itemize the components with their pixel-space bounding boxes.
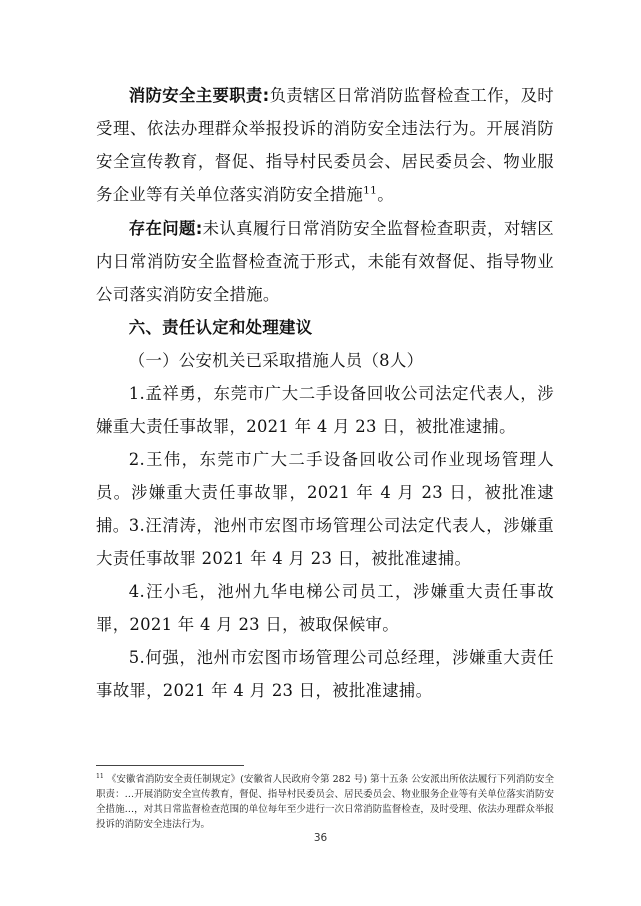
- duties-paragraph: [96, 79, 554, 211]
- duties-end: 。: [377, 185, 394, 204]
- duties-text: 负责辖区日常消防监督检查工作，及时受理、依法办理群众举报投诉的消防安全违法行为。开展消防安全宣传教育，督促、指导村民委员会、居民委员会、物业服务企业等有关单位落实消防安全措施: [96, 86, 554, 204]
- footnote-ref[interactable]: 11: [363, 183, 378, 197]
- subsection-heading: （一）公安机关已采取措施人员（8人）: [128, 351, 424, 370]
- footnote-text: 《安徽省消防安全责任制规定》(安徽省人民政府令第 282 号) 第十五条 公安派出所依法履行下列消防安全职责：…开展消防安全宣传教育，督促、指导村民委员会、居民委员会、物业服务企业等有关单位落实消防安全措施…，对其日常监督检查范围的单位每年至少进行一次日常消防监督检查，及时受理、依法办理群众举报投诉的消防安全违法行为。: [96, 774, 554, 830]
- footnote-divider: [96, 765, 244, 766]
- footnote: [96, 772, 554, 832]
- problems-text: 未认真履行日常消防安全监督检查职责，对辖区内日常消防安全监督检查流于形式，未能有效督促、指导物业公司落实消防安全措施。: [96, 219, 554, 304]
- problems-label: 存在问题:: [128, 219, 203, 238]
- list-item: 1.孟祥勇，东莞市广大二手设备回收公司法定代表人，涉嫌重大责任事故罪，2021 年 4 月 23 日，被批准逮捕。: [96, 384, 554, 436]
- section-heading: 六、责任认定和处理建议: [128, 318, 313, 337]
- list-item: 3.汪清涛，池州市宏图市场管理公司法定代表人，涉嫌重大责任事故罪 2021 年 4 月 23 日，被批准逮捕。: [96, 516, 554, 568]
- duties-label: 消防安全主要职责:: [128, 86, 270, 105]
- page-number: 36: [313, 832, 328, 844]
- list-item: 5.何强，池州市宏图市场管理公司总经理，涉嫌重大责任事故罪，2021 年 4 月 23 日，被批准逮捕。: [96, 648, 554, 700]
- footnote-number: 11: [96, 772, 104, 780]
- list-item: 2.王伟，东莞市广大二手设备回收公司作业现场管理人员。涉嫌重大责任事故罪，2021 年 4 月 23 日，被批准逮捕。: [96, 450, 554, 535]
- list-item: 4.汪小毛，池州九华电梯公司员工，涉嫌重大责任事故罪，2021 年 4 月 23 日，被取保候审。: [96, 582, 554, 634]
- problems-paragraph: [96, 212, 554, 311]
